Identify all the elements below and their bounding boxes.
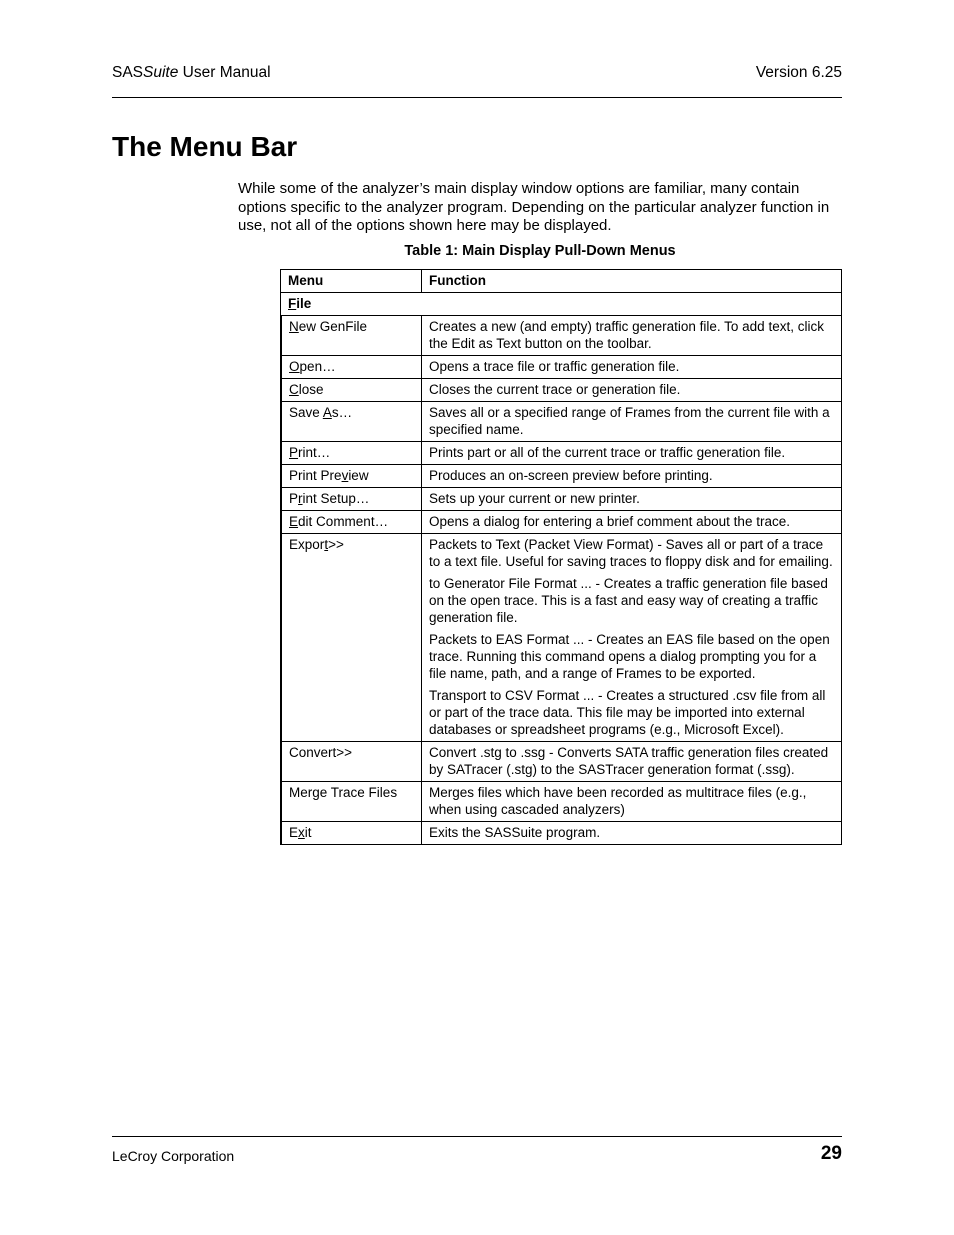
menu-table bbox=[280, 269, 842, 845]
column-header-menu: Menu bbox=[281, 270, 422, 293]
menu-item-cell: Open… bbox=[282, 356, 422, 379]
section-row-file bbox=[281, 293, 842, 316]
menu-hotkey: v bbox=[341, 468, 349, 483]
function-description: Creates a new (and empty) traffic generation file. To add text, click the Edit as Text button on the toolbar. bbox=[429, 319, 824, 351]
function-cell bbox=[422, 534, 842, 742]
menu-item-cell: Merge Trace Files bbox=[282, 782, 422, 822]
menu-item-cell: Edit Comment… bbox=[282, 511, 422, 534]
menu-hotkey: N bbox=[289, 319, 299, 334]
footer-divider bbox=[112, 1136, 842, 1137]
function-cell bbox=[422, 379, 842, 402]
menu-item-cell: Print… bbox=[282, 442, 422, 465]
function-cell bbox=[422, 742, 842, 782]
table-row bbox=[281, 379, 842, 402]
table-row bbox=[281, 822, 842, 845]
function-cell bbox=[422, 316, 842, 356]
menu-hotkey: x bbox=[298, 825, 305, 840]
table-row bbox=[281, 402, 842, 442]
function-cell bbox=[422, 356, 842, 379]
menu-hotkey: A bbox=[322, 405, 332, 420]
function-description: Packets to EAS Format ... - Creates an EAS file based on the open trace. Running this command opens a dialog prompting you for a file name, path, and a range of Frames to be exported. bbox=[429, 632, 830, 681]
table-row bbox=[281, 442, 842, 465]
table-row bbox=[281, 356, 842, 379]
menu-item-cell: Export>> bbox=[282, 534, 422, 742]
function-description: Opens a dialog for entering a brief comment about the trace. bbox=[429, 514, 790, 529]
function-cell bbox=[422, 511, 842, 534]
table-row bbox=[281, 465, 842, 488]
function-description: Transport to CSV Format ... - Creates a structured .csv file from all or part of the trace data. This file may be imported into external databases or spreadsheet programs (e.g., Microsoft Excel). bbox=[429, 688, 826, 737]
table-row bbox=[281, 782, 842, 822]
menu-hotkey: E bbox=[289, 514, 299, 529]
menu-item-cell: Convert>> bbox=[282, 742, 422, 782]
footer-company: LeCroy Corporation bbox=[112, 1148, 235, 1164]
version-label: Version 6.25 bbox=[755, 64, 842, 81]
function-description: Prints part or all of the current trace or traffic generation file. bbox=[429, 445, 786, 460]
header-divider bbox=[112, 97, 842, 98]
function-description: Convert .stg to .ssg - Converts SATA traffic generation files created by SATracer (.stg) to the SASTracer generation format (.ssg). bbox=[429, 745, 829, 777]
function-cell bbox=[422, 488, 842, 511]
function-description: Packets to Text (Packet View Format) - Saves all or part of a trace to a text file. Useful for saving traces to floppy disk and for emailing. bbox=[429, 537, 833, 569]
menu-hotkey: r bbox=[298, 491, 303, 506]
menu-hotkey: C bbox=[289, 382, 299, 397]
page-title: The Menu Bar bbox=[112, 131, 298, 162]
function-description: Merges files which have been recorded as multitrace files (e.g., when using cascaded analyzers) bbox=[429, 785, 807, 817]
function-description: Sets up your current or new printer. bbox=[429, 491, 640, 506]
function-cell bbox=[422, 782, 842, 822]
menu-hotkey: P bbox=[289, 445, 299, 460]
section-label-file: File bbox=[281, 293, 842, 316]
page-number: 29 bbox=[820, 1143, 842, 1164]
menu-item-cell: Print Preview bbox=[282, 465, 422, 488]
table-row bbox=[281, 742, 842, 782]
function-description: Produces an on-screen preview before printing. bbox=[429, 468, 713, 483]
function-description: Opens a trace file or traffic generation file. bbox=[429, 359, 680, 374]
function-cell bbox=[422, 822, 842, 845]
function-description: Exits the SASSuite program. bbox=[429, 825, 601, 840]
table-row bbox=[281, 316, 842, 356]
function-cell bbox=[422, 465, 842, 488]
function-cell bbox=[422, 442, 842, 465]
menu-item-cell: New GenFile bbox=[282, 316, 422, 356]
manual-title: SASSuite User Manual bbox=[112, 64, 271, 81]
table-row bbox=[281, 488, 842, 511]
menu-hotkey: O bbox=[289, 359, 300, 374]
menu-item-cell: Exit bbox=[282, 822, 422, 845]
function-description: Closes the current trace or generation file. bbox=[429, 382, 681, 397]
table-row bbox=[281, 511, 842, 534]
menu-item-cell: Save As… bbox=[282, 402, 422, 442]
page-header bbox=[112, 64, 842, 82]
table-header-row bbox=[281, 270, 842, 293]
table-caption: Table 1: Main Display Pull-Down Menus bbox=[404, 243, 676, 259]
column-header-function: Function bbox=[422, 270, 842, 293]
function-description: Saves all or a specified range of Frames from the current file with a specified name. bbox=[429, 405, 830, 437]
table-row bbox=[281, 534, 842, 742]
menu-item-cell: Print Setup… bbox=[282, 488, 422, 511]
menu-hotkey: t bbox=[324, 537, 329, 552]
menu-item-cell: Close bbox=[282, 379, 422, 402]
function-cell bbox=[422, 402, 842, 442]
function-description: to Generator File Format ... - Creates a traffic generation file based on the open trace. This is a fast and easy way of creating a traffic generation file. bbox=[429, 576, 828, 625]
intro-paragraph: While some of the analyzer’s main display window options are familiar, many contain options specific to the analyzer program. Depending on the particular analyzer function in use, not all of the options shown here may be displayed. bbox=[238, 180, 830, 234]
